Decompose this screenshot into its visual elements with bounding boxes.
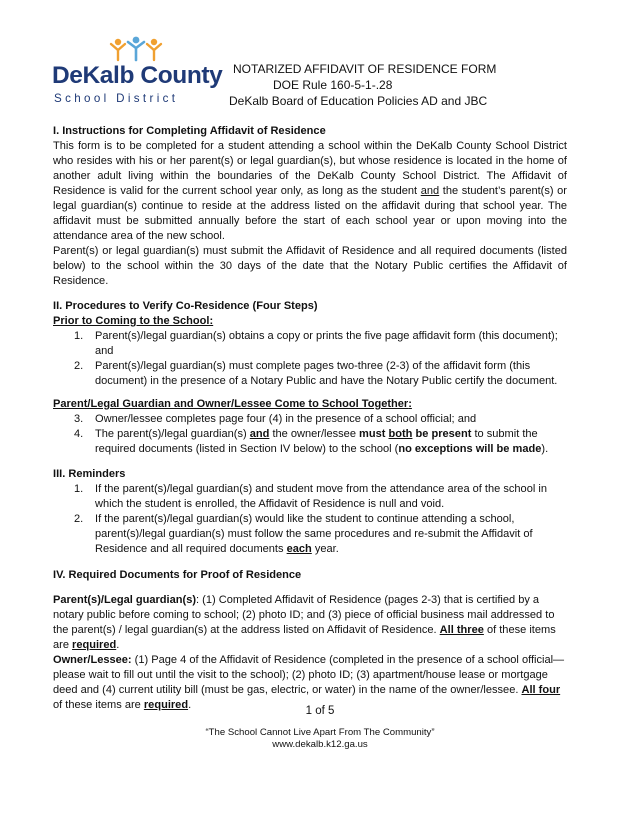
list-item: [53, 412, 567, 427]
section-1-heading: I. Instructions for Completing Affidavit of Residence: [53, 125, 326, 137]
page-number: 1 of 5: [305, 705, 335, 717]
text-run: the student’s parent(s) or legal guardian(s) continue to reside at the address listed on the affidavit during that school year. The affidavit must be submitted annually before the start of each school year or upon moving into the attendance area of the new school.: [53, 185, 567, 242]
logo-name: DeKalb County: [52, 62, 223, 89]
text-run: This form is to be completed for a student attending a school within the DeKalb County School District who resides with his or her parent(s) or legal guardian(s), but whose residence is located in the home of another adult living within the boundaries of the DeKalb County School District. The Affidavit of Residence is valid for the current school year only, as long as the student: [53, 140, 567, 197]
colon: :: [209, 315, 214, 327]
owner-label: Owner/Lessee:: [53, 654, 132, 666]
list-item: [53, 359, 567, 389]
emphasis-all-four: All four: [521, 684, 561, 696]
form-title: NOTARIZED AFFIDAVIT OF RESIDENCE FORM: [233, 62, 497, 76]
text-run: (1) Completed Affidavit of Residence (pages 2-3) that is certified by a notary public before coming to school; (2) photo ID; and (3) piece of official business mail addressed to the parent(s) / legal guardian(s) at the address listed on Affidavit of Residence.: [53, 594, 555, 636]
emphasis-be-present: be present: [412, 428, 472, 440]
list-number: 2.: [74, 513, 84, 525]
section-3-heading: III. Reminders: [53, 468, 126, 480]
emphasis-and: and: [249, 428, 270, 440]
section-1-paragraph-1: [53, 139, 567, 244]
subheading-text: Prior to Coming to the School: [53, 315, 210, 327]
text-run: .: [116, 639, 120, 651]
steps-list-a: [53, 329, 567, 389]
text-run: The parent(s)/legal guardian(s): [95, 428, 250, 440]
rule-reference: DOE Rule 160-5-1-.28: [273, 78, 393, 92]
list-text: Owner/lessee completes page four (4) in the presence of a school official; and: [95, 413, 477, 425]
emphasis-required: required: [72, 639, 117, 651]
subheading-text: Parent/Legal Guardian and Owner/Lessee Come to School Together: [53, 398, 409, 410]
footer-motto: “The School Cannot Live Apart From The Community”: [205, 727, 435, 738]
footer-url: www.dekalb.k12.ga.us: [272, 739, 368, 750]
colon: :: [196, 594, 200, 606]
text-run: of these items are: [53, 699, 144, 711]
section-2-heading: II. Procedures to Verify Co-Residence (Four Steps): [53, 300, 318, 312]
text-run: ).: [541, 443, 549, 455]
emphasis-must: must: [359, 428, 389, 440]
emphasis-required: required: [143, 699, 189, 711]
list-number: 3.: [74, 413, 84, 425]
subheading-together: [53, 397, 567, 412]
list-number: 1.: [74, 483, 84, 495]
list-number: 2.: [74, 360, 84, 372]
board-policies: DeKalb Board of Education Policies AD and JBC: [229, 94, 488, 108]
emphasis-and: and: [420, 185, 440, 197]
owner-requirements: [53, 653, 567, 713]
list-item: [53, 482, 567, 512]
section-4-heading: IV. Required Documents for Proof of Residence: [53, 569, 302, 581]
colon: :: [408, 398, 412, 410]
text-run: of these items are: [53, 624, 556, 651]
text-run: year.: [311, 543, 339, 555]
parent-requirements: [53, 593, 567, 653]
parent-label: Parent(s)/Legal guardian(s): [53, 594, 197, 606]
reminders-list: [53, 482, 567, 557]
list-text: If the parent(s)/legal guardian(s) and student move from the attendance area of the school in which the student is enrolled, the Affidavit of Residence is null and void.: [95, 483, 547, 510]
logo-subtitle: School District: [54, 92, 179, 105]
emphasis-each: each: [286, 543, 312, 555]
emphasis-all-three: All three: [439, 624, 484, 636]
document-body: [53, 124, 567, 713]
list-item: [53, 329, 567, 359]
emphasis-no-exceptions: no exceptions will be made: [398, 443, 542, 455]
list-item: [53, 427, 567, 457]
text-run: .: [188, 699, 192, 711]
district-logo: [52, 36, 223, 108]
list-text: Parent(s)/legal guardian(s) must complete pages two-three (2-3) of the affidavit form (this document) in the presence of a Notary Public and have the Notary Public certify the document.: [95, 360, 558, 387]
section-1-paragraph-2: Parent(s) or legal guardian(s) must submit the Affidavit of Residence and all required documents (listed below) to the school within the 30 days of the date that the Notary Public certifies the Affidavit of Residence.: [53, 245, 567, 287]
text-run: (1) Page 4 of the Affidavit of Residence (completed in the presence of a school official—please wait to fill out until the visit to the school); (2) photo ID; (3) apartment/house lease or mortgage deed and (4) current utility bill (must be gas, electric, or water) in the name of the owner/lessee.: [53, 654, 565, 696]
list-number: 4.: [74, 428, 84, 440]
subheading-prior: [53, 314, 567, 329]
text-run: If the parent(s)/legal guardian(s) would like the student to continue attending a school, parent(s)/legal guardian(s) must follow the same procedures and re-submit the Affidavit of Residence and all required documents: [95, 513, 533, 555]
list-item: [53, 512, 567, 557]
list-number: 1.: [74, 330, 84, 342]
list-text: Parent(s)/legal guardian(s) obtains a copy or prints the five page affidavit form (this document); and: [95, 330, 558, 357]
text-run: the owner/lessee: [269, 428, 360, 440]
steps-list-b: [53, 412, 567, 457]
text-run: to submit the required documents (listed in Section IV below) to the school (: [95, 428, 538, 455]
emphasis-both: both: [388, 428, 413, 440]
